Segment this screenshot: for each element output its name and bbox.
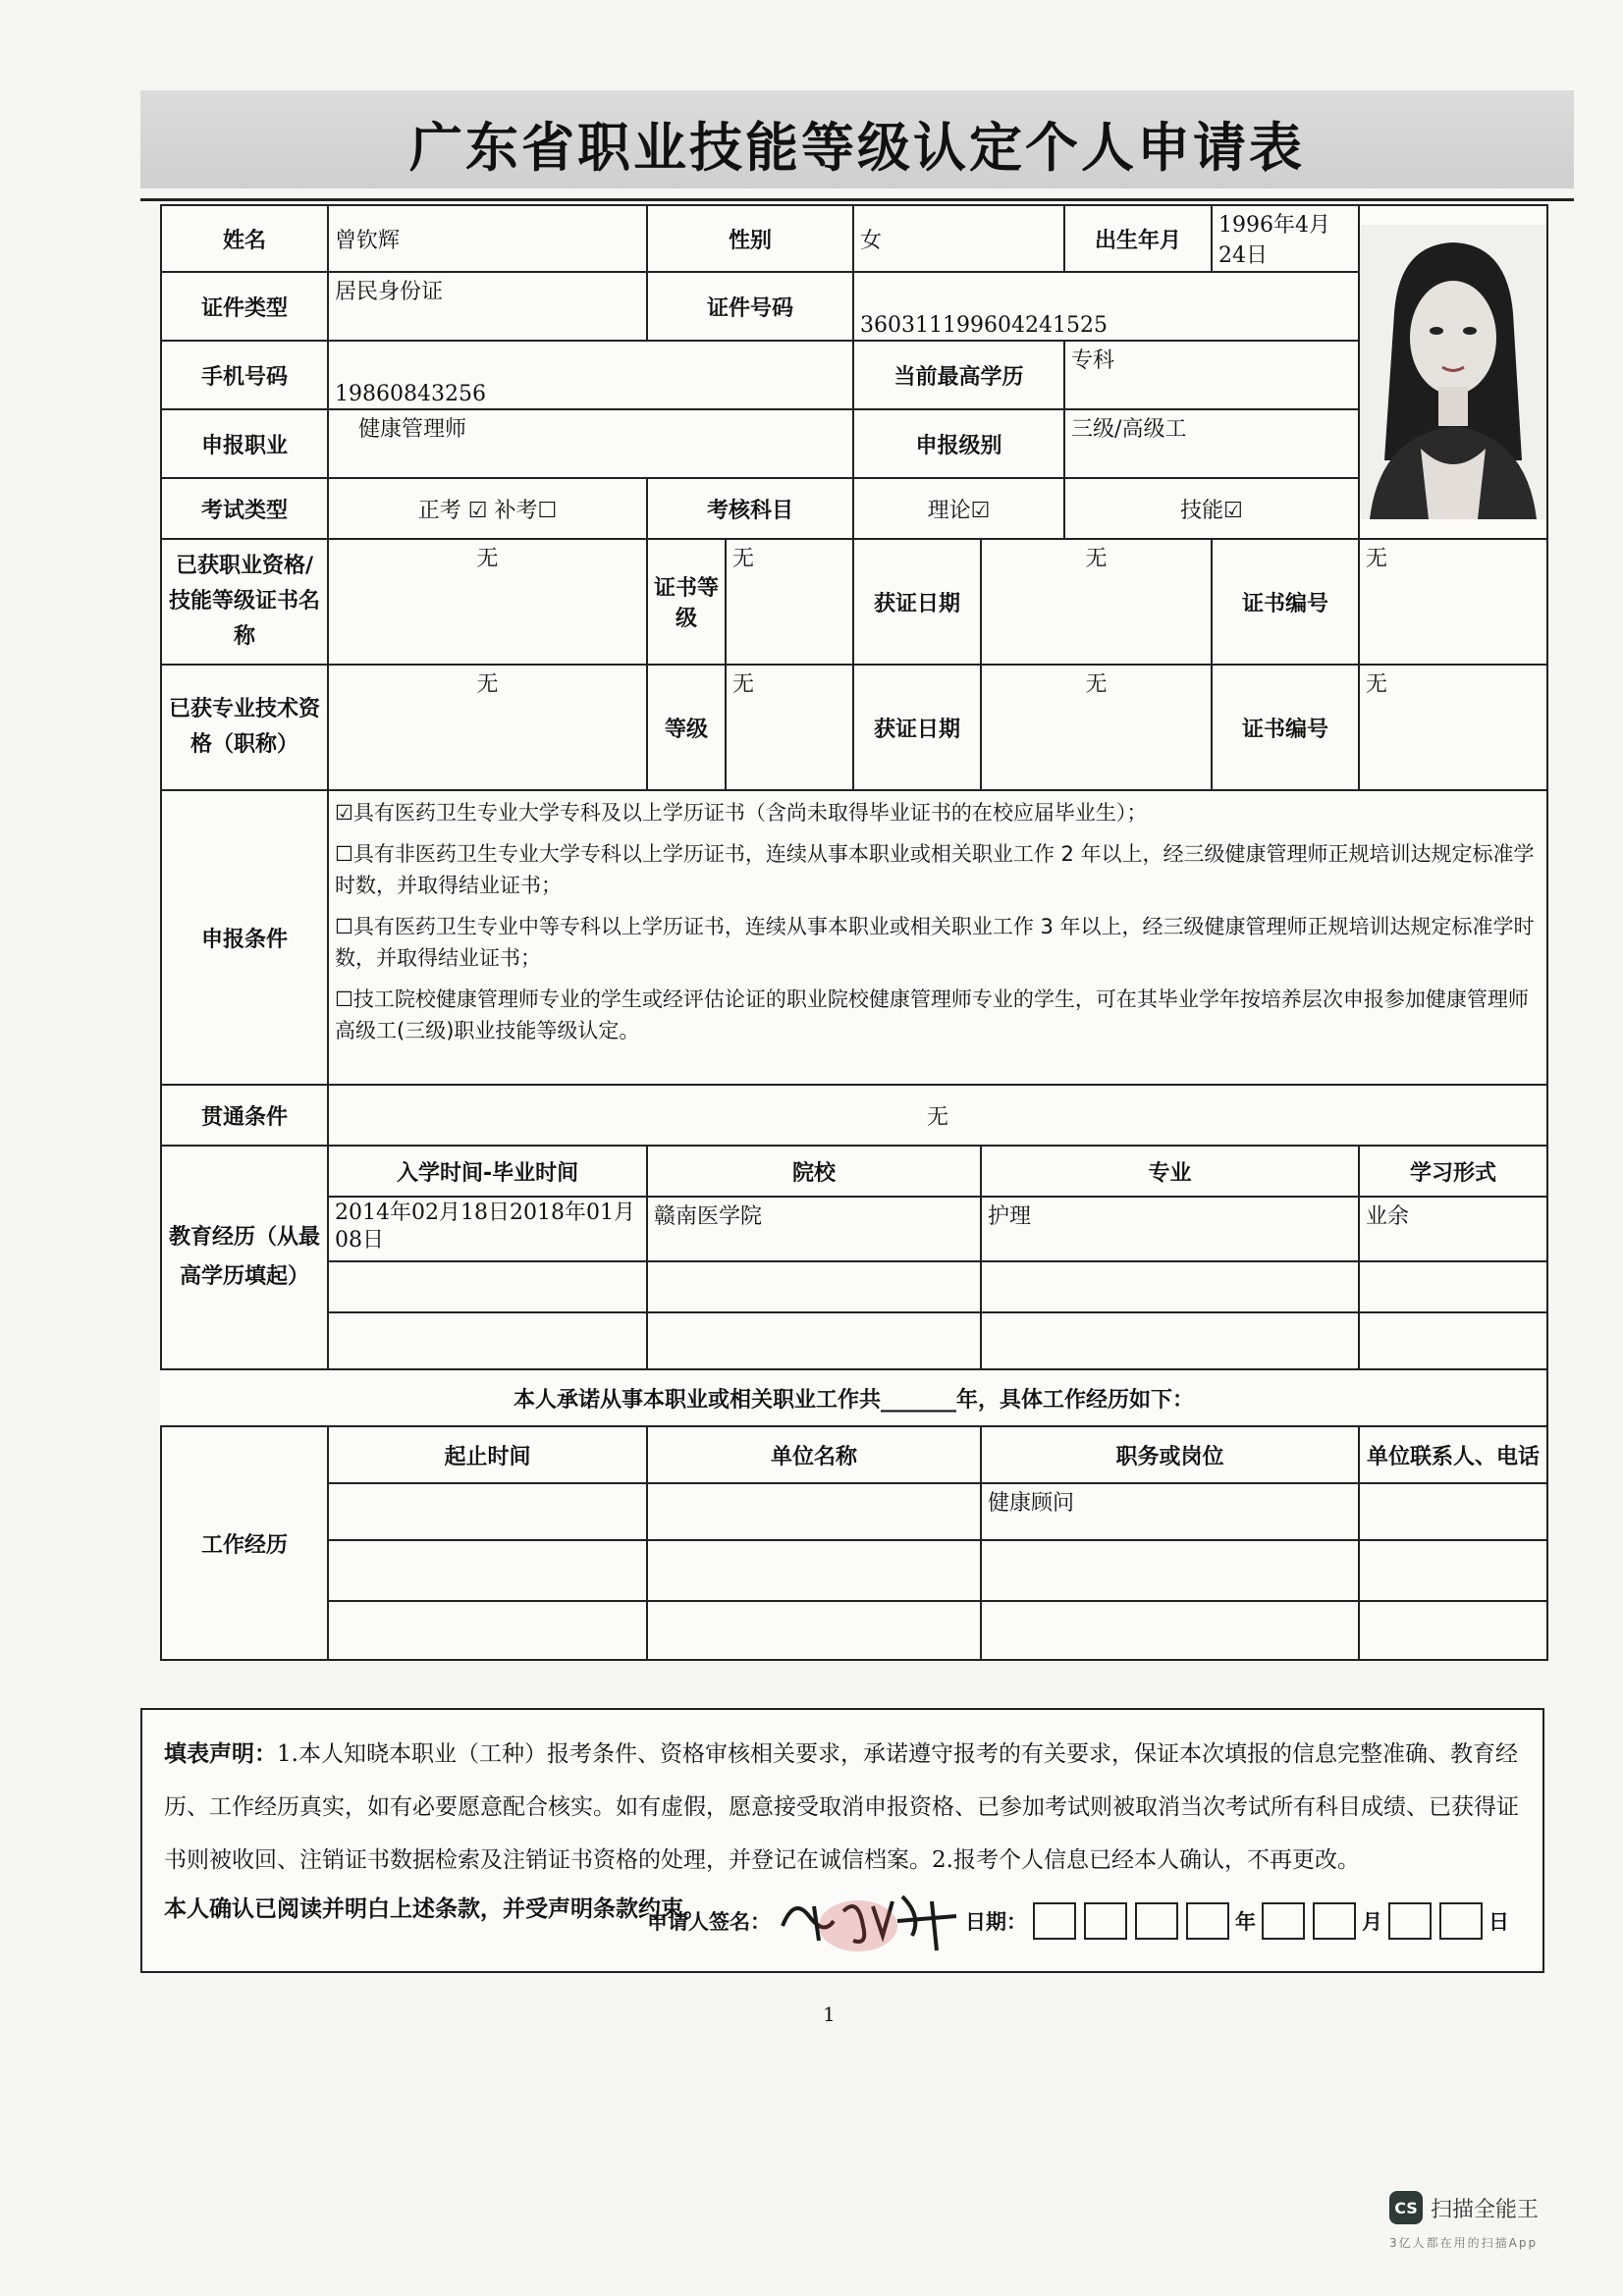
level-value: 三级/高级工 — [1064, 409, 1359, 478]
occupation-value: 健康管理师 — [328, 409, 853, 478]
date-label: 日期： — [965, 1910, 1027, 1934]
condition-item: ☑具有医药卫生专业大学专科及以上学历证书（含尚未取得毕业证书的在校应届毕业生）； — [335, 801, 1148, 825]
work-position: 健康顾问 — [981, 1483, 1359, 1540]
edu-period — [328, 1261, 647, 1312]
edu-school: 赣南医学院 — [647, 1197, 981, 1261]
work-employer — [647, 1540, 981, 1601]
phone-label: 手机号码 — [161, 341, 328, 409]
application-form — [160, 204, 1548, 1661]
birth-value: 1996年4月24日 — [1212, 205, 1359, 272]
professional-title-label: 已获专业技术资格（职称） — [161, 665, 328, 790]
exam-type-value: 正考 ☑ 补考☐ — [328, 478, 647, 539]
declaration-text — [164, 1728, 1521, 1887]
date-digit-box — [1033, 1902, 1076, 1940]
title-rule — [140, 198, 1574, 201]
work-header-contact: 单位联系人、电话 — [1359, 1426, 1547, 1483]
cert-no-value: 无 — [1359, 539, 1547, 665]
applicant-photo — [1360, 225, 1546, 519]
edu-period — [328, 1312, 647, 1369]
date-digit-box — [1439, 1902, 1483, 1940]
cs-logo-icon: CS — [1389, 2191, 1423, 2224]
work-header-position: 职务或岗位 — [981, 1426, 1359, 1483]
portrait-image — [1360, 225, 1546, 519]
qualification-cert-name: 无 — [328, 539, 647, 665]
title-date-value: 无 — [981, 665, 1212, 790]
occupation-label: 申报职业 — [161, 409, 328, 478]
handwritten-signature — [775, 1887, 961, 1955]
edu-major — [981, 1312, 1359, 1369]
work-pledge: 本人承诺从事本职业或相关职业工作共_______年，具体工作经历如下： — [161, 1369, 1547, 1426]
sign-label: 申请人签名： — [647, 1910, 771, 1934]
declaration-body: 1.本人知晓本职业（工种）报考条件、资格审核相关要求，承诺遵守报考的有关要求，保证本次填报的信息完整准确、教育经历、工作经历真实，如有必要愿意配合核实。如有虚假，愿意接受取消申报资格、已参加考试则被取消当次考试所有科目成绩、已获得证书则被收回、注销证书数据检索及注销证书资格的处理，并登记在诚信档案。2.报考个人信息已经本人确认，不再更改。 — [164, 1741, 1519, 1873]
edu-mode — [1359, 1312, 1547, 1369]
date-digit-box — [1313, 1902, 1356, 1940]
work-header-period: 起止时间 — [328, 1426, 647, 1483]
date-digit-box — [1186, 1902, 1229, 1940]
through-value: 无 — [328, 1085, 1547, 1146]
edu-header-school: 院校 — [647, 1146, 981, 1197]
work-period — [328, 1483, 647, 1540]
date-digit-box — [1084, 1902, 1127, 1940]
work-period — [328, 1540, 647, 1601]
declaration-heading: 填表声明： — [164, 1741, 277, 1767]
exam-subject-label: 考核科目 — [647, 478, 853, 539]
name-label: 姓名 — [161, 205, 328, 272]
edu-mode — [1359, 1261, 1547, 1312]
edu-header-major: 专业 — [981, 1146, 1359, 1197]
edu-major — [981, 1261, 1359, 1312]
year-char: 年 — [1235, 1910, 1256, 1934]
qualification-cert-label: 已获职业资格/技能等级证书名称 — [161, 539, 328, 665]
idno-label: 证件号码 — [647, 272, 853, 341]
education-label: 教育经历（从最高学历填起） — [161, 1146, 328, 1369]
scanner-tagline: 3亿人都在用的扫描App — [1389, 2236, 1539, 2250]
day-char: 日 — [1488, 1910, 1509, 1934]
condition-item: ☐技工院校健康管理师专业的学生或经评估论证的职业院校健康管理师专业的学生，可在其毕业学年按培养层次申报参加健康管理师高级工(三级)职业技能等级认定。 — [335, 988, 1529, 1042]
through-label: 贯通条件 — [161, 1085, 328, 1146]
work-position — [981, 1601, 1359, 1660]
skill-checkbox: 技能☑ — [1064, 478, 1359, 539]
work-header-employer: 单位名称 — [647, 1426, 981, 1483]
work-contact — [1359, 1601, 1547, 1660]
title-no-label: 证书编号 — [1212, 665, 1359, 790]
cert-level-value: 无 — [726, 539, 853, 665]
cert-date-value: 无 — [981, 539, 1212, 665]
idtype-value: 居民身份证 — [328, 272, 647, 341]
date-digit-box — [1388, 1902, 1432, 1940]
professional-title-name: 无 — [328, 665, 647, 790]
level-label: 申报级别 — [853, 409, 1064, 478]
condition-item: ☐具有医药卫生专业中等专科以上学历证书，连续从事本职业或相关职业工作 3 年以上，经三级健康管理师正规培训达规定标准学时数，并取得结业证书； — [335, 915, 1535, 970]
idtype-label: 证件类型 — [161, 272, 328, 341]
edu-major: 护理 — [981, 1197, 1359, 1261]
declaration-confirm: 本人确认已阅读并明白上述条款，并受声明条款约束。 — [164, 1896, 706, 1922]
work-contact — [1359, 1540, 1547, 1601]
signature-line — [647, 1887, 1509, 1955]
edu-school — [647, 1261, 981, 1312]
work-label: 工作经历 — [161, 1426, 328, 1660]
title-date-label: 获证日期 — [853, 665, 981, 790]
birth-label: 出生年月 — [1064, 205, 1212, 272]
edu-school — [647, 1312, 981, 1369]
theory-checkbox: 理论☑ — [853, 478, 1064, 539]
exam-type-label: 考试类型 — [161, 478, 328, 539]
education-level-label: 当前最高学历 — [853, 341, 1064, 409]
title-level-value: 无 — [726, 665, 853, 790]
work-employer — [647, 1483, 981, 1540]
education-level-value: 专科 — [1064, 341, 1359, 409]
conditions-label: 申报条件 — [161, 790, 328, 1085]
sex-label: 性别 — [647, 205, 853, 272]
date-digit-box — [1262, 1902, 1305, 1940]
conditions-list — [328, 790, 1547, 1085]
cert-no-label: 证书编号 — [1212, 539, 1359, 665]
photo-cell — [1359, 205, 1547, 539]
work-employer — [647, 1601, 981, 1660]
cert-level-label: 证书等级 — [647, 539, 726, 665]
month-char: 月 — [1362, 1910, 1382, 1934]
scanner-app-name: 扫描全能王 — [1431, 2197, 1540, 2222]
edu-header-period: 入学时间-毕业时间 — [328, 1146, 647, 1197]
page-number: 1 — [823, 2002, 836, 2026]
sex-value: 女 — [853, 205, 1064, 272]
work-period — [328, 1601, 647, 1660]
edu-mode: 业余 — [1359, 1197, 1547, 1261]
work-contact — [1359, 1483, 1547, 1540]
date-digit-box — [1135, 1902, 1178, 1940]
phone-value: 19860843256 — [328, 341, 853, 409]
condition-item: ☐具有非医药卫生专业大学专科以上学历证书，连续从事本职业或相关职业工作 2 年以上，经三级健康管理师正规培训达规定标准学时数，并取得结业证书； — [335, 842, 1535, 897]
cert-date-label: 获证日期 — [853, 539, 981, 665]
name-value: 曾钦辉 — [328, 205, 647, 272]
declaration-box — [140, 1708, 1544, 1973]
idno-value: 360311199604241525 — [853, 272, 1359, 341]
work-position — [981, 1540, 1359, 1601]
scanner-watermark — [1389, 2191, 1539, 2224]
title-level-label: 等级 — [647, 665, 726, 790]
form-title: 广东省职业技能等级认定个人申请表 — [409, 116, 1305, 179]
edu-header-mode: 学习形式 — [1359, 1146, 1547, 1197]
title-no-value: 无 — [1359, 665, 1547, 790]
edu-period: 2014年02月18日2018年01月08日 — [328, 1197, 647, 1261]
